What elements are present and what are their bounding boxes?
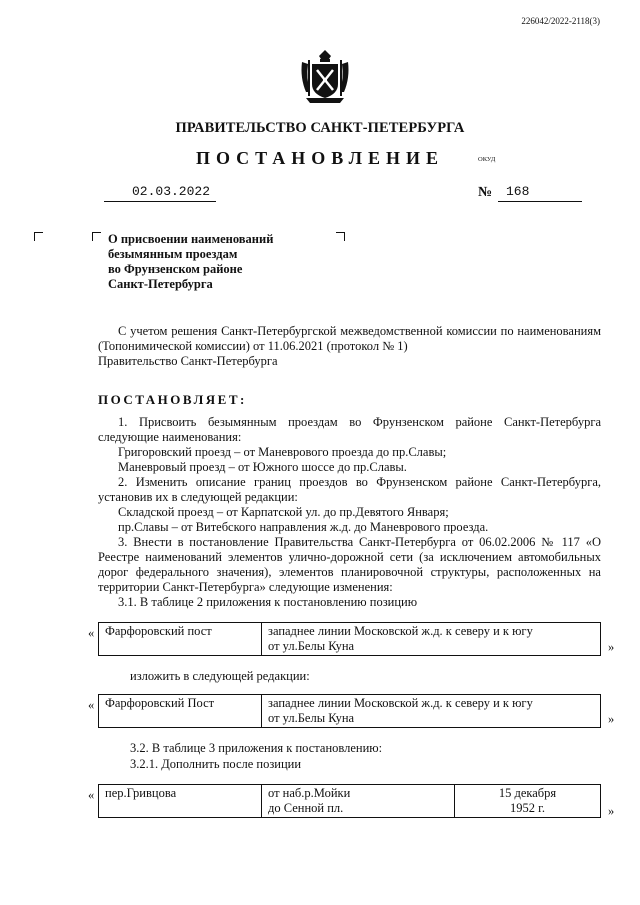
description-line: от ул.Белы Куна bbox=[268, 639, 355, 653]
intro-paragraph bbox=[98, 324, 601, 369]
corner-mark-left-inner bbox=[92, 232, 101, 241]
government-title: ПРАВИТЕЛЬСТВО САНКТ-ПЕТЕРБУРГА bbox=[175, 120, 465, 136]
item-2a: Складской проезд – от Карпатской ул. до пр.Девятого Января; bbox=[118, 505, 449, 519]
document-id: 226042/2022-2118(3) bbox=[521, 16, 600, 26]
item-3: 3. Внести в постановление Правительства Санкт-Петербурга от 06.02.2006 № 117 «О Реестре наименований элементов улично-дорожной сети (за исключением автомобильных дорог федерального значения), элементов планировочной структуры, расположенных на территории Санкт-Петербурга» следующие изменения: bbox=[98, 535, 601, 594]
decree-number: 168 bbox=[506, 184, 530, 199]
description-line: до Сенной пл. bbox=[268, 801, 344, 815]
table-cell-name: пер.Гривцова bbox=[99, 785, 262, 818]
decree-body bbox=[98, 415, 601, 610]
description-line: от наб.р.Мойки bbox=[268, 786, 351, 800]
close-quote: » bbox=[608, 712, 615, 726]
decree-date: 02.03.2022 bbox=[132, 184, 211, 199]
item-3-2-1: 3.2.1. Дополнить после позиции bbox=[130, 757, 302, 771]
document-type-title: ПОСТАНОВЛЕНИЕ bbox=[195, 148, 445, 168]
table-cell-description bbox=[262, 623, 601, 656]
date-line: 1952 г. bbox=[510, 801, 545, 815]
corner-mark-right bbox=[336, 232, 345, 241]
table-position-add bbox=[98, 784, 601, 818]
number-underline bbox=[498, 201, 582, 202]
number-sign: № bbox=[478, 185, 493, 200]
decree-subject bbox=[108, 232, 273, 292]
table-cell-name: Фарфоровский Пост bbox=[99, 695, 262, 728]
item-1b: Маневровый проезд – от Южного шоссе до пр.Славы. bbox=[118, 460, 407, 474]
open-quote: « bbox=[88, 626, 95, 640]
subject-line: О присвоении наименований bbox=[108, 232, 274, 246]
corner-mark-left bbox=[34, 232, 43, 241]
table-position-old bbox=[98, 622, 601, 656]
subject-line: во Фрунзенском районе bbox=[108, 262, 243, 276]
intro-text: С учетом решения Санкт-Петербургской межведомственной комиссии по наименованиям (Топонимической комиссии) от 11.06.2021 (протокол № 1) bbox=[98, 324, 601, 353]
intro-authority: Правительство Санкт-Петербурга bbox=[98, 354, 278, 368]
saint-petersburg-coat-of-arms-icon bbox=[298, 48, 352, 106]
item-1: 1. Присвоить безымянным проездам во Фрунзенском районе Санкт-Петербурга следующие наименования: bbox=[98, 415, 601, 444]
table-cell-description bbox=[262, 695, 601, 728]
item-1a: Григоровский проезд – от Маневрового проезда до пр.Славы; bbox=[118, 445, 447, 459]
subject-line: Санкт-Петербурга bbox=[108, 277, 213, 291]
date-line: 15 декабря bbox=[498, 786, 557, 800]
resolves-heading: ПОСТАНОВЛЯЕТ: bbox=[98, 392, 247, 407]
description-line: западнее линии Московской ж.д. к северу и к югу bbox=[268, 624, 533, 638]
replace-text: изложить в следующей редакции: bbox=[130, 669, 310, 683]
item-2: 2. Изменить описание границ проездов во Фрунзенском районе Санкт-Петербурга, установив их в следующей редакции: bbox=[98, 475, 601, 504]
subject-line: безымянным проездам bbox=[108, 247, 238, 261]
description-line: от ул.Белы Куна bbox=[268, 711, 355, 725]
item-2b: пр.Славы – от Витебского направления ж.д. до Маневрового проезда. bbox=[118, 520, 489, 534]
item-3-2: 3.2. В таблице 3 приложения к постановлению: bbox=[130, 741, 383, 755]
table-row bbox=[99, 785, 601, 818]
open-quote: « bbox=[88, 698, 95, 712]
item-3-1: 3.1. В таблице 2 приложения к постановлению позицию bbox=[118, 595, 418, 609]
okud-label: ОКУД bbox=[478, 156, 496, 163]
table-row bbox=[99, 695, 601, 728]
table-position-new bbox=[98, 694, 601, 728]
date-underline bbox=[104, 201, 216, 202]
table-cell-date bbox=[455, 785, 601, 818]
close-quote: » bbox=[608, 804, 615, 818]
close-quote: » bbox=[608, 640, 615, 654]
description-line: западнее линии Московской ж.д. к северу и к югу bbox=[268, 696, 533, 710]
table-cell-description bbox=[262, 785, 455, 818]
table-row bbox=[99, 623, 601, 656]
open-quote: « bbox=[88, 788, 95, 802]
table-cell-name: Фарфоровский пост bbox=[99, 623, 262, 656]
